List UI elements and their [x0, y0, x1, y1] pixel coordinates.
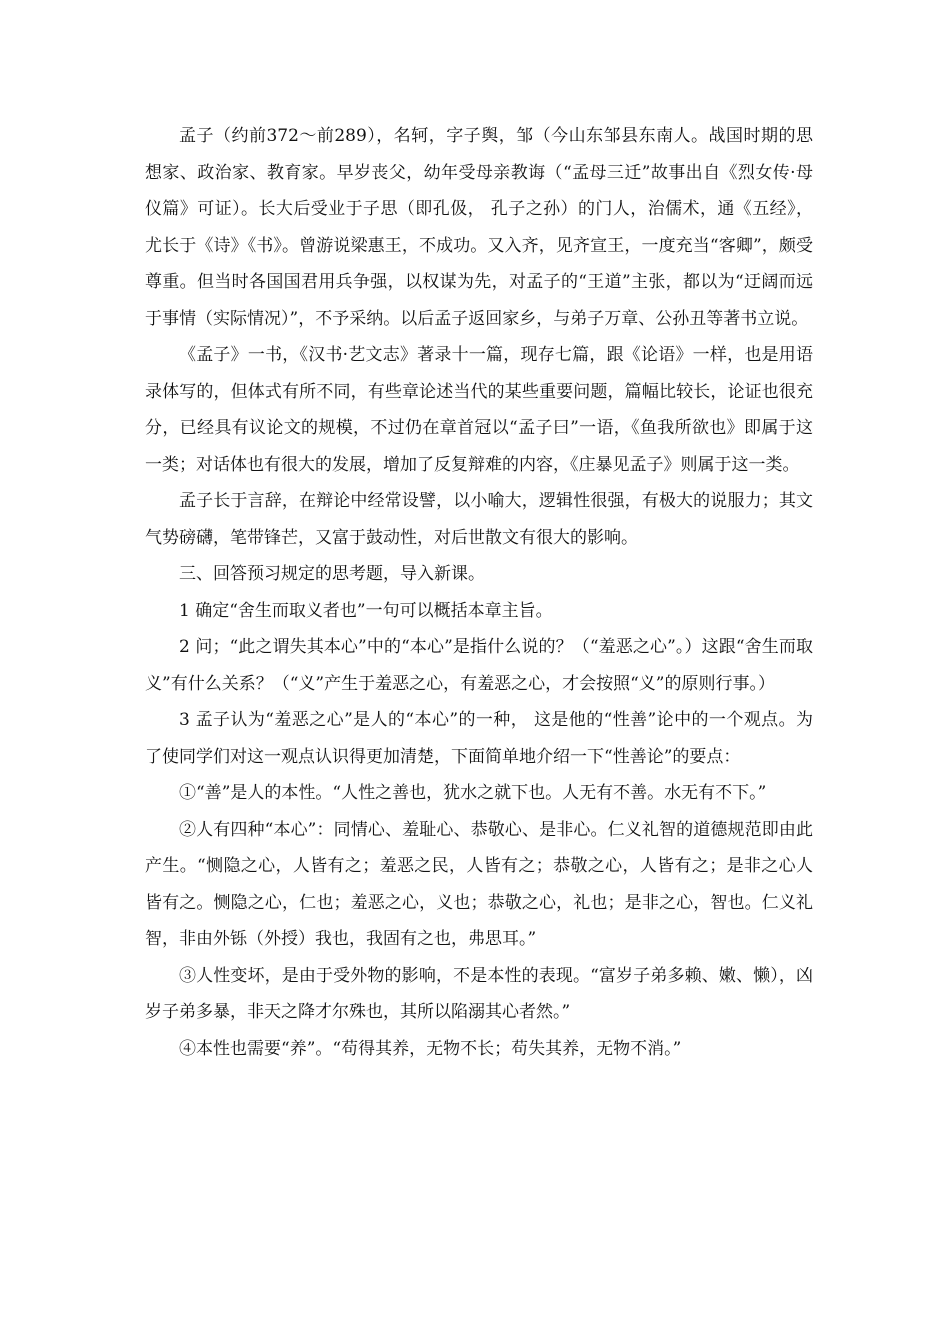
paragraph-question-3: 3 孟子认为“羞恶之心”是人的“本心”的一种， 这是他的“性善”论中的一个观点。为了使同学们对这一观点认识得更加清楚，下面简单地介绍一下“性善论”的要点： — [145, 710, 813, 767]
paragraph-point-4: ④本性也需要“养”。“苟得其养，无物不长；苟失其养，无物不消。” — [179, 1038, 682, 1059]
paragraph-point-2: ②人有四种“本心”：同情心、羞耻心、恭敬心、是非心。仁义礼智的道德规范即由此产生。“恻隐之心，人皆有之；羞恶之民，人皆有之；恭敬之心，人皆有之；是非之心人皆有之。恻隐之心，仁也；羞恶之心，义也；恭敬之心，礼也；是非之心，智也。仁义礼智，非由外铄（外授）我也，我固有之也，弗思耳。” — [145, 819, 813, 949]
paragraph-point-3: ③人性变坏，是由于受外物的影响，不是本性的表现。“富岁子弟多赖、嫩、懒），凶岁子弟多暴，非天之降才尔殊也，其所以陷溺其心者然。” — [145, 965, 813, 1022]
paragraph-question-2: 2 问；“此之谓失其本心”中的“本心”是指什么说的？（“羞恶之心”。）这跟“舍生而取义”有什么关系？（“义”产生于羞恶之心，有羞恶之心，才会按照“义”的原则行事。） — [145, 637, 813, 694]
paragraph-section-three-heading: 三、回答预习规定的思考题，导入新课。 — [179, 564, 485, 584]
paragraph-mencius-biography: 孟子（约前372～前289），名轲，字子舆，邹（今山东邹县东南人。战国时期的思想家、政治家、教育家。早岁丧父，幼年受母亲教诲（“孟母三迁”故事出自《烈女传·母仪篇》可证）。长大后受业于子思（即孔伋， 孔子之孙）的门人，治儒术，通《五经》，尤长于《诗》《书》。曾游说梁惠王，不成功。又入齐，见齐宣王，一度充当“客卿”，颇受尊重。但当时各国国君用兵争强，以权谋为先，对孟子的“王道”主张，都以为“迂阔而远于事情（实际情况）”，不予采纳。以后孟子返回家乡，与弟子万章、公孙丑等著书立说。 — [145, 126, 813, 329]
paragraph-mencius-book: 《孟子》一书，《汉书·艺文志》著录十一篇，现存七篇，跟《论语》一样，也是用语录体写的，但体式有所不同，有些章论述当代的某些重要问题，篇幅比较长，论证也很充分，已经具有议论文的规模，不过仍在章首冠以“孟子曰”一语，《鱼我所欲也》即属于这一类；对话体也有很大的发展，增加了反复辩难的内容，《庄暴见孟子》则属于这一类。 — [145, 345, 813, 475]
paragraph-point-1: ①“善”是人的本性。“人性之善也，犹水之就下也。人无有不善。水无有不下。” — [179, 783, 767, 803]
document-body — [145, 118, 813, 1067]
paragraph-mencius-style: 孟子长于言辞，在辩论中经常设譬，以小喻大，逻辑性很强，有极大的说服力；其文气势磅礴，笔带锋芒，又富于鼓动性，对后世散文有很大的影响。 — [145, 491, 813, 548]
paragraph-question-1: 1 确定“舍生而取义者也”一句可以概括本章主旨。 — [179, 600, 553, 621]
